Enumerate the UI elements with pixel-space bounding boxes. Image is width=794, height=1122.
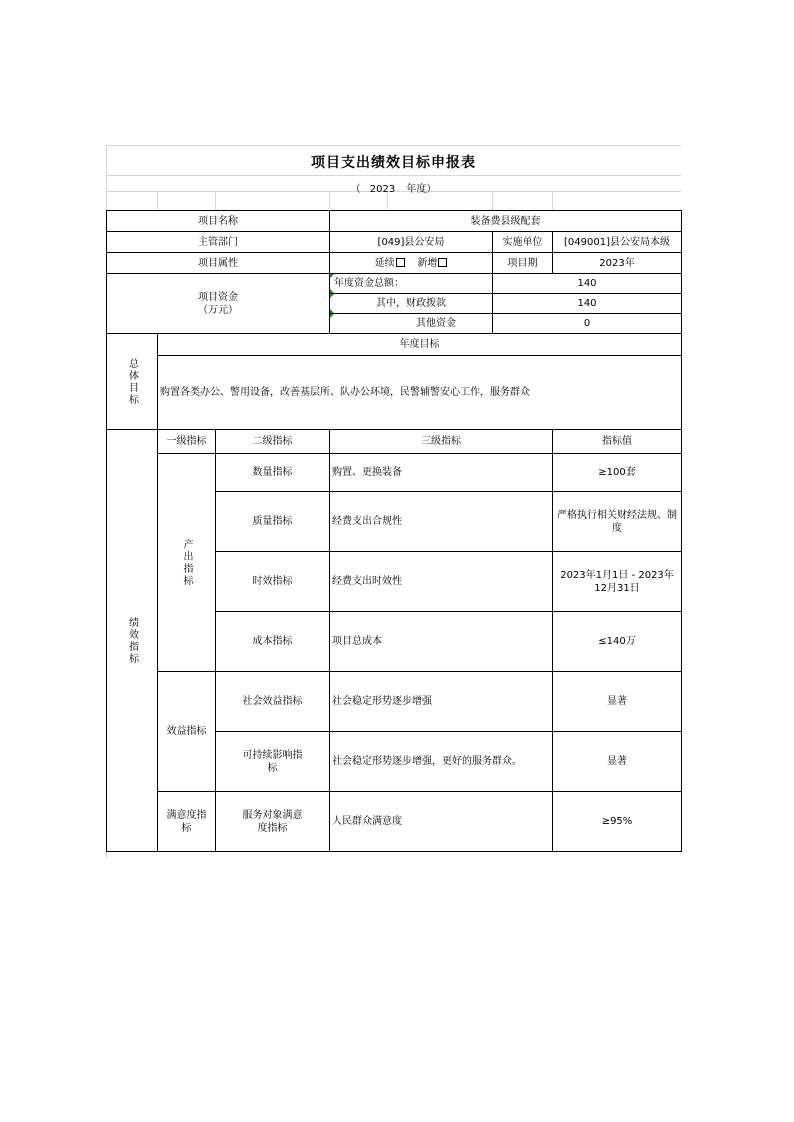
- indicator-value-cell: 2023年1月1日 - 2023年12月31日: [553, 552, 682, 612]
- second-level-cell: 质量指标: [216, 492, 330, 552]
- dept-label: 主管部门: [107, 232, 330, 253]
- checkbox-icon: [438, 258, 447, 267]
- other-value: 0: [493, 314, 682, 334]
- row-attribute: [107, 253, 682, 274]
- attr-value: [330, 253, 493, 274]
- output-indicator-text: 产出指标: [181, 538, 192, 587]
- row-annual-target: [107, 356, 682, 430]
- year-value: 2023: [369, 184, 396, 195]
- fiscal-label: 其中，财政拨款: [330, 294, 493, 314]
- indicator-value-cell: ≥100套: [553, 454, 682, 492]
- row-department: [107, 232, 682, 253]
- attr-label: 项目属性: [107, 253, 330, 274]
- row-funds-total: [107, 274, 682, 294]
- second-level-cell: 可持续影响指标: [216, 732, 330, 792]
- page-title: 项目支出绩效目标申报表: [311, 155, 476, 171]
- year-open: （: [350, 184, 361, 195]
- impl-label: 实施单位: [493, 232, 553, 253]
- annual-target-text: 购置各类办公、警用设备，改善基层所、队办公环境，民警辅警安心工作，服务群众: [158, 356, 682, 430]
- table-row: [107, 672, 682, 732]
- header-level2: 二级指标: [216, 430, 330, 454]
- indicator-value-cell: 严格执行相关财经法规、制度: [553, 492, 682, 552]
- third-level-cell: 社会稳定形势逐步增强，更好的服务群众。: [330, 732, 553, 792]
- perf-label-text: 绩效指标: [126, 616, 138, 665]
- overall-target-text: 总体目标: [126, 357, 138, 406]
- second-level-cell: 成本指标: [216, 612, 330, 672]
- third-level-cell: 社会稳定形势逐步增强: [330, 672, 553, 732]
- row-project-name: [107, 211, 682, 232]
- indicator-value-cell: 显著: [553, 732, 682, 792]
- indicator-value-cell: ≤140万: [553, 612, 682, 672]
- third-level-cell: 项目总成本: [330, 612, 553, 672]
- benefit-indicator-label: 效益指标: [158, 672, 216, 792]
- table-row: [107, 792, 682, 852]
- satisfaction-indicator-label: 满意度指标: [158, 792, 216, 852]
- project-name-label: 项目名称: [107, 211, 330, 232]
- project-name-value: 装备费县级配套: [330, 211, 682, 232]
- indicator-value-cell: 显著: [553, 672, 682, 732]
- header-level3: 三级指标: [330, 430, 553, 454]
- third-level-cell: 经费支出合规性: [330, 492, 553, 552]
- period-value: 2023年: [553, 253, 682, 274]
- second-level-cell: 时效指标: [216, 552, 330, 612]
- funds-label: [107, 274, 330, 334]
- second-level-cell: 服务对象满意度指标: [216, 792, 330, 852]
- header-level1: 一级指标: [158, 430, 216, 454]
- checkbox-icon: [396, 258, 405, 267]
- third-level-cell: 购置、更换装备: [330, 454, 553, 492]
- row-perf-header: [107, 430, 682, 454]
- grid-line: [106, 145, 681, 146]
- third-level-cell: 经费支出时效性: [330, 552, 553, 612]
- period-label: 项目期: [493, 253, 553, 274]
- attr-continue: 延续: [374, 257, 395, 269]
- overall-target-label: [107, 334, 158, 430]
- report-table: [106, 210, 682, 852]
- grid-line: [106, 175, 681, 176]
- table-row: [107, 454, 682, 492]
- other-label: 其他资金: [330, 314, 493, 334]
- dept-value: [049]县公安局: [330, 232, 493, 253]
- report-sheet: [106, 145, 681, 858]
- attr-new: 新增: [417, 257, 438, 269]
- indicator-value-cell: ≥95%: [553, 792, 682, 852]
- header-value: 指标值: [553, 430, 682, 454]
- fiscal-value: 140: [493, 294, 682, 314]
- perf-label: [107, 430, 158, 852]
- year-line: [106, 180, 681, 195]
- row-annual-target-header: [107, 334, 682, 356]
- impl-value: [049001]县公安局本级: [553, 232, 682, 253]
- third-level-cell: 人民群众满意度: [330, 792, 553, 852]
- total-label: 年度资金总额：: [330, 274, 493, 294]
- second-level-cell: 数量指标: [216, 454, 330, 492]
- annual-target-label: 年度目标: [158, 334, 682, 356]
- funds-label-line2: （万元）: [198, 304, 238, 316]
- output-indicator-label: [158, 454, 216, 672]
- second-level-cell: 社会效益指标: [216, 672, 330, 732]
- funds-label-line1: 项目资金: [198, 291, 238, 303]
- total-value: 140: [493, 274, 682, 294]
- year-suffix: 年度）: [406, 184, 437, 195]
